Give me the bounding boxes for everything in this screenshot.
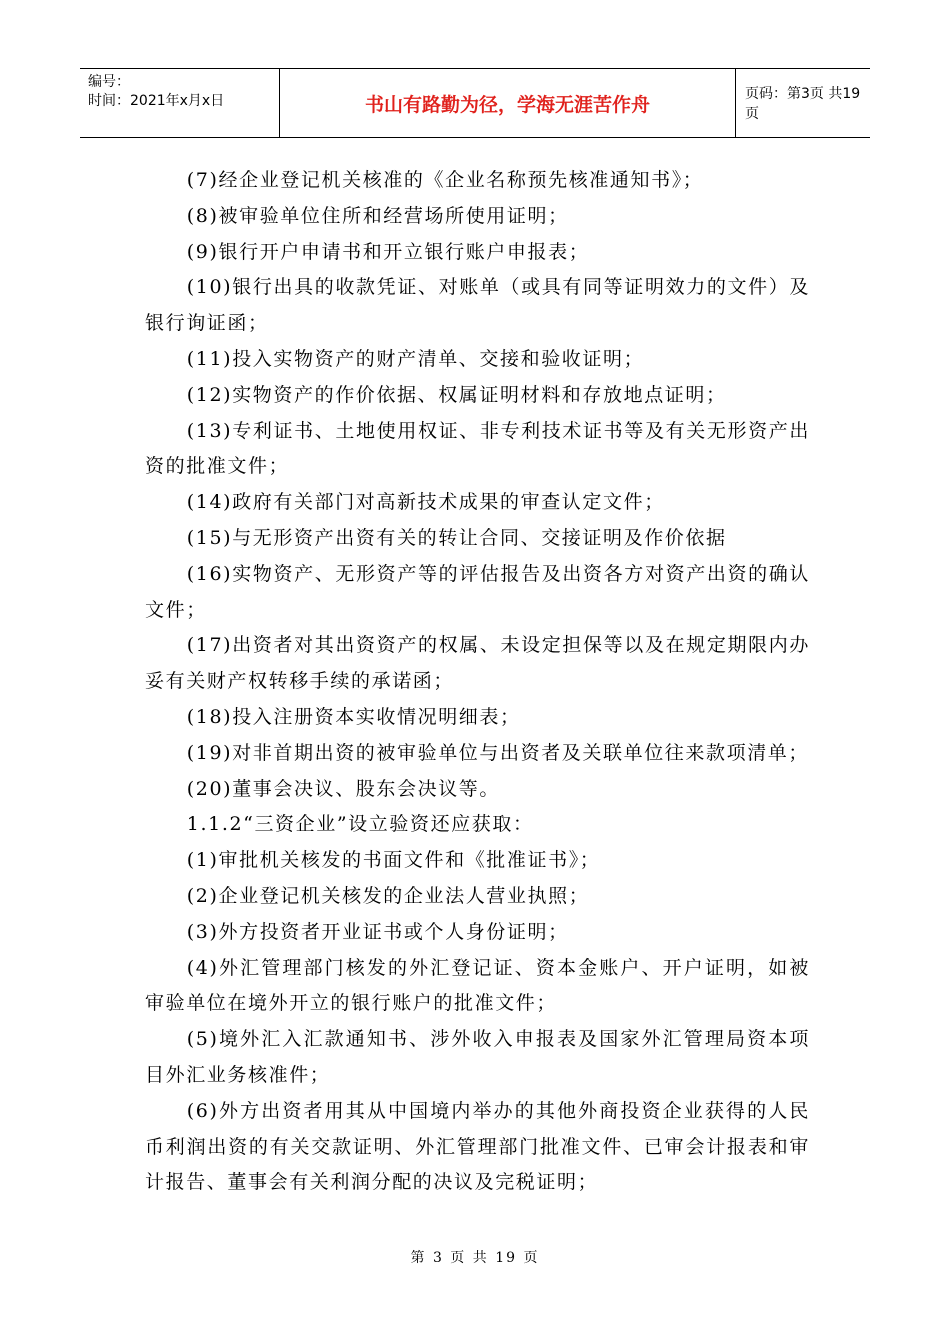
section-heading: 1.1.2“三资企业”设立验资还应获取： xyxy=(186,813,534,836)
paragraph: (2)企业登记机关核发的企业法人营业执照； xyxy=(186,884,590,907)
paragraph: (12)实物资产的作价依据、权属证明材料和存放地点证明； xyxy=(186,383,727,406)
paragraph: (5)境外汇入汇款通知书、涉外收入申报表及国家外汇管理局资本项目外汇业务核准件； xyxy=(145,1028,810,1086)
paragraph: (7)经企业登记机关核准的《企业名称预先核准通知书》； xyxy=(186,169,704,191)
header-left-cell xyxy=(80,69,280,137)
time-label: 时间：2021年x月x日 xyxy=(88,93,225,109)
paragraph: (6)外方出资者用其从中国境内举办的其他外商投资企业获得的人民币利润出资的有关交款证明、外汇管理部门批准文件、已审会计报表和审计报告、董事会有关利润分配的决议及完税证明； xyxy=(145,1099,810,1194)
page-header xyxy=(80,68,870,138)
paragraph: (15)与无形资产出资有关的转让合同、交接证明及作价依据 xyxy=(186,526,727,549)
page-footer: 第 3 页 共 19 页 xyxy=(410,1250,540,1266)
document-body xyxy=(145,163,810,1201)
paragraph: (19)对非首期出资的被审验单位与出资者及关联单位往来款项清单； xyxy=(186,741,810,764)
paragraph: (16)实物资产、无形资产等的评估报告及出资各方对资产出资的确认文件； xyxy=(145,562,810,621)
paragraph: (20)董事会决议、股东会决议等。 xyxy=(186,777,500,800)
paragraph: (10)银行出具的收款凭证、对账单（或具有同等证明效力的文件）及银行询证函； xyxy=(145,276,810,335)
paragraph: (13)专利证书、土地使用权证、非专利技术证书等及有关无形资产出资的批准文件； xyxy=(145,419,810,478)
paragraph: (9)银行开户申请书和开立银行账户申报表； xyxy=(186,240,590,263)
paragraph: (14)政府有关部门对高新技术成果的审查认定文件； xyxy=(186,491,665,514)
paragraph: (18)投入注册资本实收情况明细表； xyxy=(186,705,521,728)
paragraph: (3)外方投资者开业证书或个人身份证明； xyxy=(186,920,569,943)
paragraph: (4)外汇管理部门核发的外汇登记证、资本金账户、开户证明，如被审验单位在境外开立的银行账户的批准文件； xyxy=(145,956,810,1015)
number-label: 编号： xyxy=(88,74,130,90)
paragraph: (17)出资者对其出资资产的权属、未设定担保等以及在规定期限内办妥有关财产权转移手续的承诺函； xyxy=(145,634,810,693)
paragraph: (1)审批机关核发的书面文件和《批准证书》； xyxy=(186,849,601,872)
paragraph: (11)投入实物资产的财产清单、交接和验收证明； xyxy=(186,347,645,370)
paragraph: (8)被审验单位住所和经营场所使用证明； xyxy=(186,204,569,227)
header-page-info: 页码：第3页 共19页 xyxy=(745,86,861,122)
motto: 书山有路勤为径，学海无涯苦作舟 xyxy=(280,69,736,137)
